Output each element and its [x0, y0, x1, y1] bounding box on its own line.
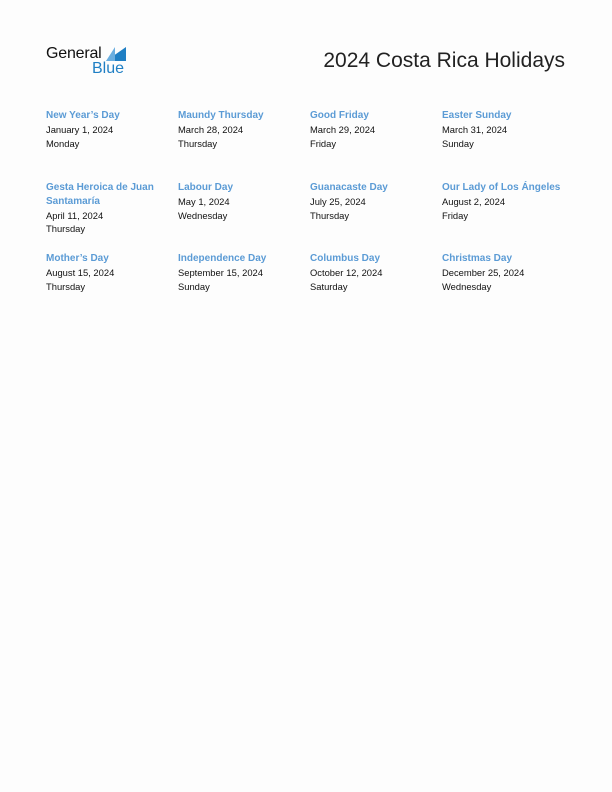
holiday-date: September 15, 2024 [178, 266, 263, 278]
holiday-date: January 1, 2024 [46, 123, 114, 135]
holiday-date: March 29, 2024 [310, 123, 376, 135]
holiday-name: Our Lady of Los Ángeles [442, 182, 561, 193]
holiday-weekday: Thursday [46, 280, 86, 292]
holiday-date: March 28, 2024 [178, 123, 244, 135]
holiday-weekday: Friday [442, 209, 469, 221]
holiday-name: Guanacaste Day [310, 182, 388, 193]
holiday-weekday: Wednesday [442, 280, 492, 292]
holiday-weekday: Friday [310, 137, 337, 149]
holiday-name: Independence Day [178, 253, 267, 264]
holiday-item [442, 181, 576, 252]
holiday-date: August 15, 2024 [46, 266, 115, 278]
holiday-item [178, 109, 310, 181]
holiday-item [178, 181, 310, 252]
holiday-item [46, 252, 178, 293]
holiday-weekday: Monday [46, 137, 80, 149]
holiday-name: Mother’s Day [46, 253, 109, 264]
holiday-item [310, 181, 442, 252]
holiday-weekday: Saturday [310, 280, 348, 292]
holiday-date: August 2, 2024 [442, 195, 506, 207]
holiday-name: Easter Sunday [442, 110, 512, 121]
holiday-weekday: Thursday [46, 223, 86, 235]
holiday-weekday: Sunday [442, 137, 474, 149]
holiday-name: Maundy Thursday [178, 110, 264, 121]
holiday-row [46, 181, 576, 252]
holiday-weekday: Thursday [178, 137, 218, 149]
holiday-item [310, 109, 442, 181]
brand-logo [46, 45, 136, 79]
holiday-date: December 25, 2024 [442, 266, 525, 278]
holiday-name: Columbus Day [310, 253, 381, 264]
holiday-name: Gesta Heroica de Juan Santamaría [46, 182, 154, 207]
holiday-name: Labour Day [178, 182, 234, 193]
holiday-item [46, 181, 178, 252]
page-title: 2024 Costa Rica Holidays [323, 49, 565, 72]
holiday-date: October 12, 2024 [310, 266, 383, 278]
holiday-name: New Year’s Day [46, 110, 120, 121]
holiday-item [310, 252, 442, 293]
holiday-name: Christmas Day [442, 253, 513, 264]
holiday-item [442, 252, 576, 293]
brand-triangle-highlight-icon [106, 47, 115, 61]
brand-word-general: General [46, 45, 102, 62]
holiday-grid [46, 109, 576, 293]
holiday-date: July 25, 2024 [310, 195, 366, 207]
holiday-date: May 1, 2024 [178, 195, 230, 207]
holiday-row [46, 109, 576, 181]
holiday-name: Good Friday [310, 110, 369, 121]
holiday-weekday: Thursday [310, 209, 350, 221]
holiday-weekday: Wednesday [178, 209, 228, 221]
holiday-date: April 11, 2024 [46, 209, 104, 221]
brand-word-blue: Blue [92, 60, 125, 77]
holiday-item [46, 109, 178, 181]
holiday-row [46, 252, 576, 293]
holiday-date: March 31, 2024 [442, 123, 508, 135]
holiday-item [178, 252, 310, 293]
holiday-item [442, 109, 576, 181]
holiday-weekday: Sunday [178, 280, 210, 292]
